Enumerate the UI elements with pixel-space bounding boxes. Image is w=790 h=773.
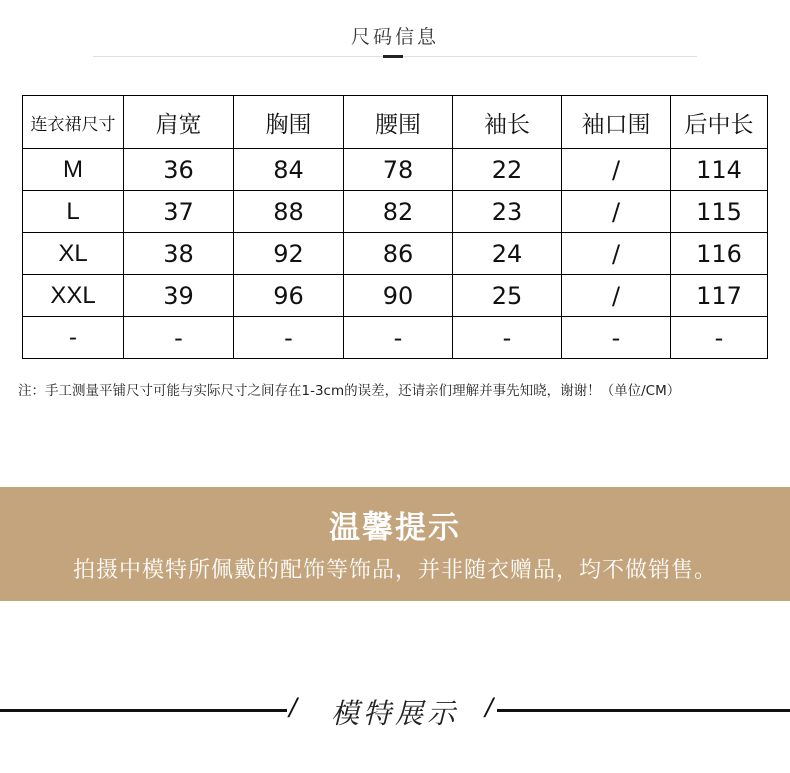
table-cell: /	[562, 233, 671, 275]
table-cell: /	[562, 275, 671, 317]
table-cell: 84	[234, 149, 344, 191]
table-row	[23, 233, 768, 275]
table-row	[23, 149, 768, 191]
table-cell: L	[23, 191, 124, 233]
slash-left-icon: /	[289, 693, 298, 721]
table-cell: 82	[344, 191, 453, 233]
tips-title: 温馨提示	[329, 510, 461, 546]
table-cell: 86	[344, 233, 453, 275]
table-cell: 115	[671, 191, 768, 233]
table-header-cell: 袖口围	[562, 96, 671, 149]
table-cell: 78	[344, 149, 453, 191]
table-cell: -	[234, 317, 344, 359]
table-cell: 39	[124, 275, 234, 317]
model-divider-right	[497, 709, 790, 712]
tips-text: 拍摄中模特所佩戴的配饰等饰品，并非随衣赠品，均不做销售。	[72, 558, 717, 583]
size-info-accent-bar	[383, 55, 403, 58]
table-cell: -	[344, 317, 453, 359]
measurement-note: 注：手工测量平铺尺寸可能与实际尺寸之间存在1-3cm的误差，还请亲们理解并事先知晓，谢谢！（单位/CM）	[18, 383, 681, 399]
table-cell: -	[23, 317, 124, 359]
table-header-cell: 连衣裙尺寸	[23, 96, 124, 149]
table-cell: 90	[344, 275, 453, 317]
table-cell: XL	[23, 233, 124, 275]
table-cell: -	[453, 317, 562, 359]
table-cell: 96	[234, 275, 344, 317]
table-header-row	[23, 96, 768, 149]
table-cell: 36	[124, 149, 234, 191]
table-cell: 24	[453, 233, 562, 275]
table-cell: /	[562, 149, 671, 191]
table-header-cell: 胸围	[234, 96, 344, 149]
table-cell: -	[562, 317, 671, 359]
table-cell: 22	[453, 149, 562, 191]
table-cell: 38	[124, 233, 234, 275]
table-cell: XXL	[23, 275, 124, 317]
table-cell: -	[124, 317, 234, 359]
table-header-cell: 腰围	[344, 96, 453, 149]
table-cell: M	[23, 149, 124, 191]
table-cell: 116	[671, 233, 768, 275]
slash-right-icon: /	[485, 693, 494, 721]
table-header-cell: 肩宽	[124, 96, 234, 149]
model-display-title: 模特展示	[330, 697, 459, 730]
table-cell: 88	[234, 191, 344, 233]
size-chart-table	[22, 95, 768, 359]
table-cell: 117	[671, 275, 768, 317]
table-row	[23, 191, 768, 233]
table-cell: 25	[453, 275, 562, 317]
table-cell: -	[671, 317, 768, 359]
table-cell: 23	[453, 191, 562, 233]
table-cell: 37	[124, 191, 234, 233]
table-header-cell: 袖长	[453, 96, 562, 149]
table-row	[23, 317, 768, 359]
tips-banner	[0, 487, 790, 601]
table-cell: /	[562, 191, 671, 233]
model-display-header	[0, 680, 790, 740]
size-info-header	[0, 0, 790, 70]
table-header-cell: 后中长	[671, 96, 768, 149]
table-cell: 114	[671, 149, 768, 191]
table-cell: 92	[234, 233, 344, 275]
table-row	[23, 275, 768, 317]
size-info-title: 尺码信息	[350, 26, 439, 48]
